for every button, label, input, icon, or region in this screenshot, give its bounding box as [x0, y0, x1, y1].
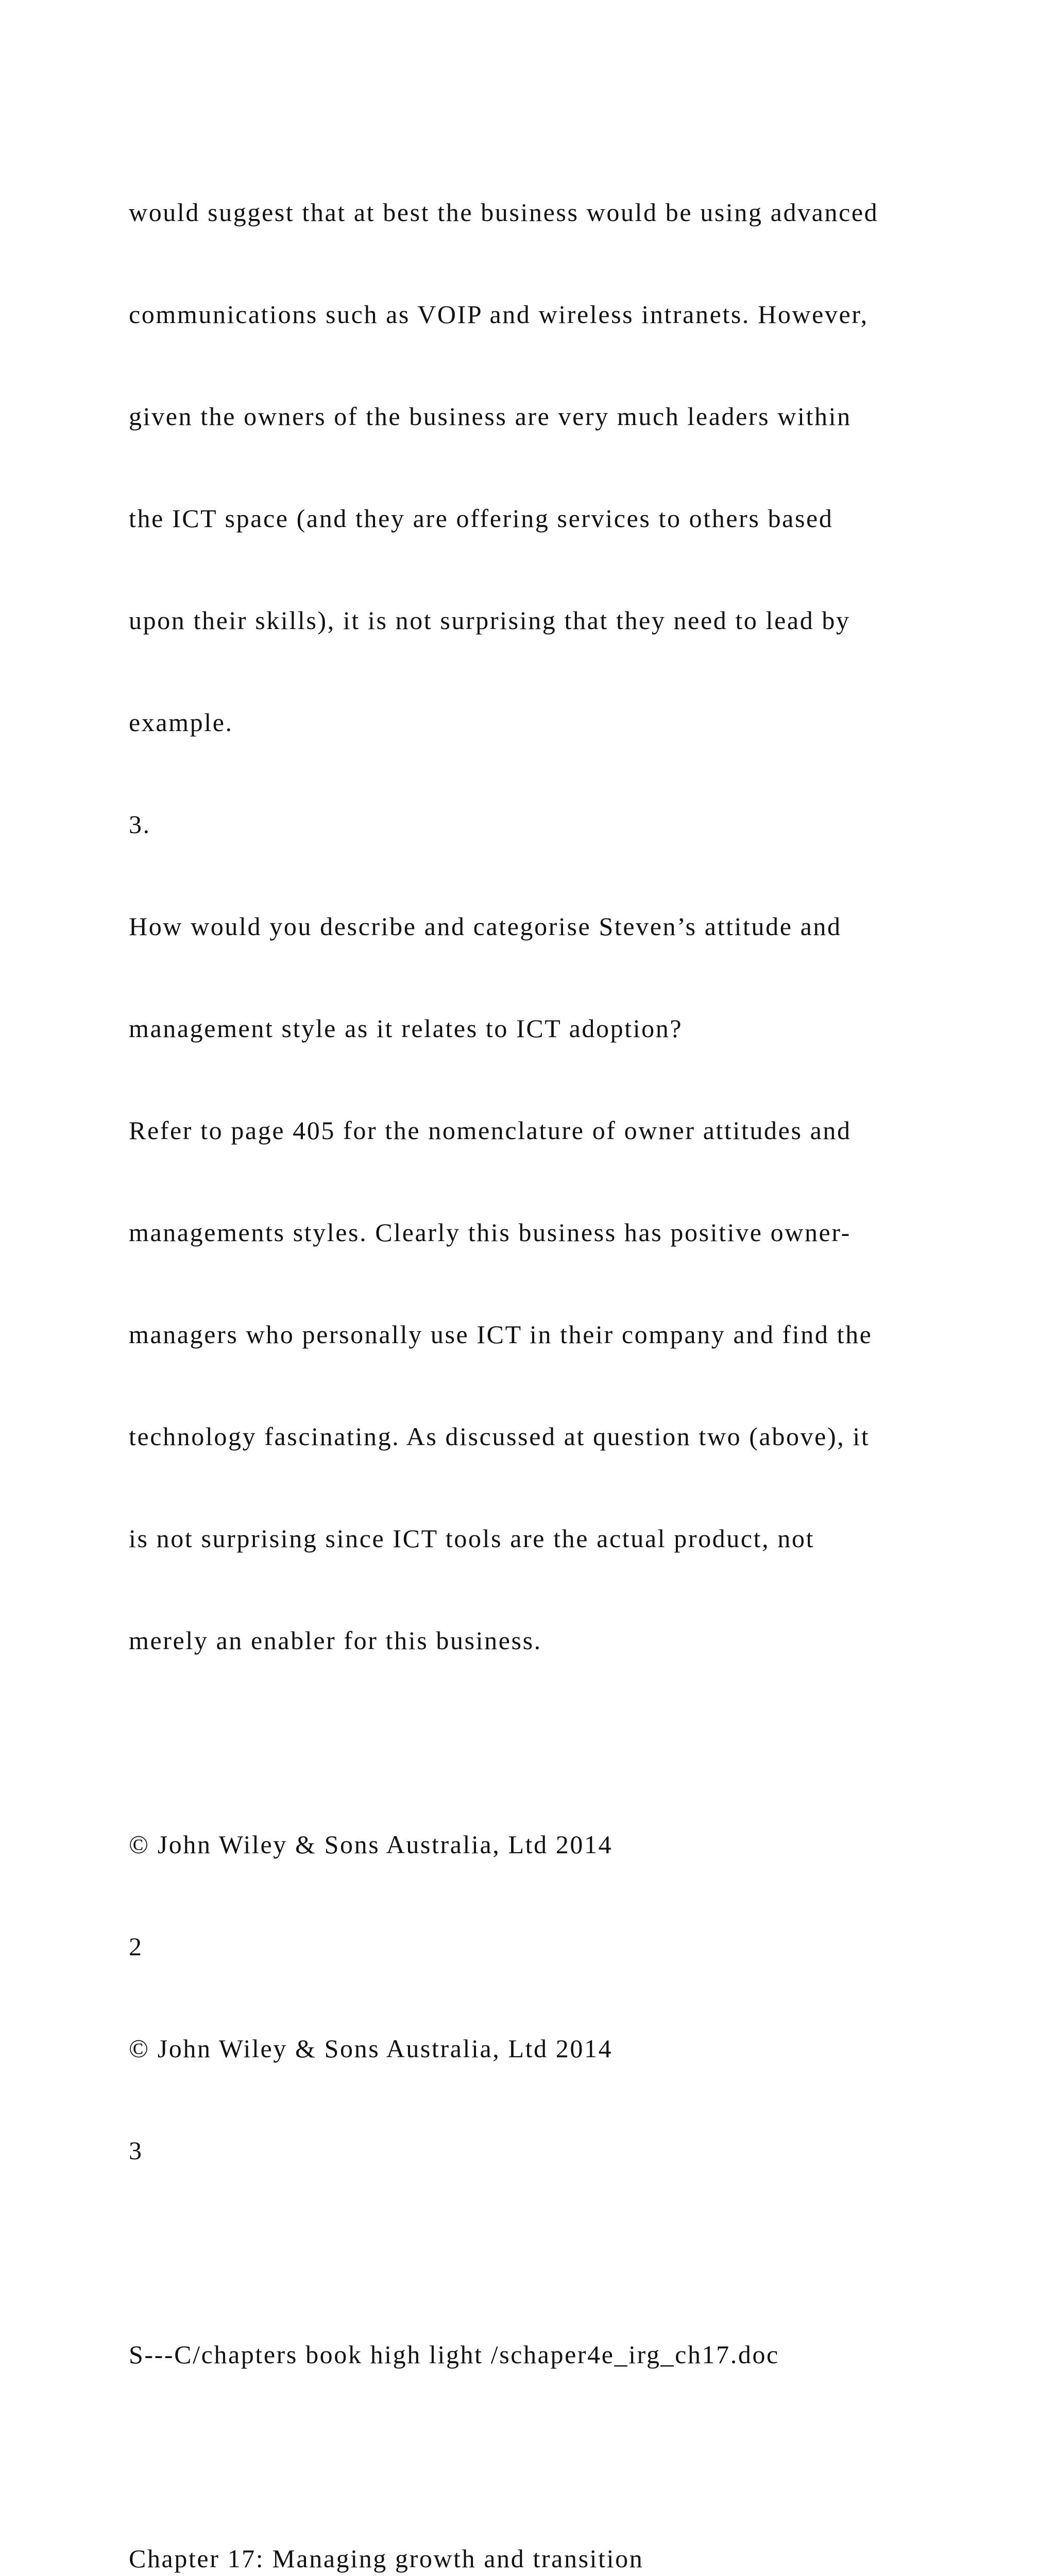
answer-text: merely an enabler for this business.	[129, 1626, 542, 1655]
file-path: S---C/chapters book high light /schaper4e_irg_ch17.doc	[129, 2340, 779, 2369]
answer-text: technology fascinating. As discussed at question two (above), it	[129, 1422, 870, 1451]
text-line: given the owners of the business are very much leaders within	[129, 402, 852, 431]
blank-line	[129, 2235, 979, 2269]
text-line: upon their skills), it is not surprising that they need to lead by	[129, 606, 850, 635]
text-line: example.	[129, 708, 233, 737]
question-text: How would you describe and categorise Steven’s attitude and	[129, 912, 842, 941]
page-number: 2	[129, 1932, 143, 1961]
blank-line	[129, 2439, 979, 2473]
question-number: 3.	[129, 810, 151, 839]
question-text: management style as it relates to ICT adoption?	[129, 1014, 683, 1043]
answer-text: managers who personally use ICT in their company and find the	[129, 1320, 873, 1349]
copyright-notice: © John Wiley & Sons Australia, Ltd 2014	[129, 2034, 613, 2063]
copyright-notice: © John Wiley & Sons Australia, Ltd 2014	[129, 1830, 613, 1859]
page-number: 3	[129, 2136, 143, 2165]
chapter-title: Chapter 17: Managing growth and transition	[129, 2544, 644, 2573]
document-text	[129, 127, 979, 2576]
answer-text: managements styles. Clearly this business has positive owner-	[129, 1218, 851, 1247]
text-line: communications such as VOIP and wireless intranets. However,	[129, 300, 869, 329]
answer-text: is not surprising since ICT tools are the actual product, not	[129, 1524, 815, 1553]
text-line: would suggest that at best the business would be using advanced	[129, 198, 879, 227]
answer-text: Refer to page 405 for the nomenclature of owner attitudes and	[129, 1116, 852, 1145]
blank-line	[129, 1725, 979, 1759]
text-line: the ICT space (and they are offering services to others based	[129, 504, 833, 533]
